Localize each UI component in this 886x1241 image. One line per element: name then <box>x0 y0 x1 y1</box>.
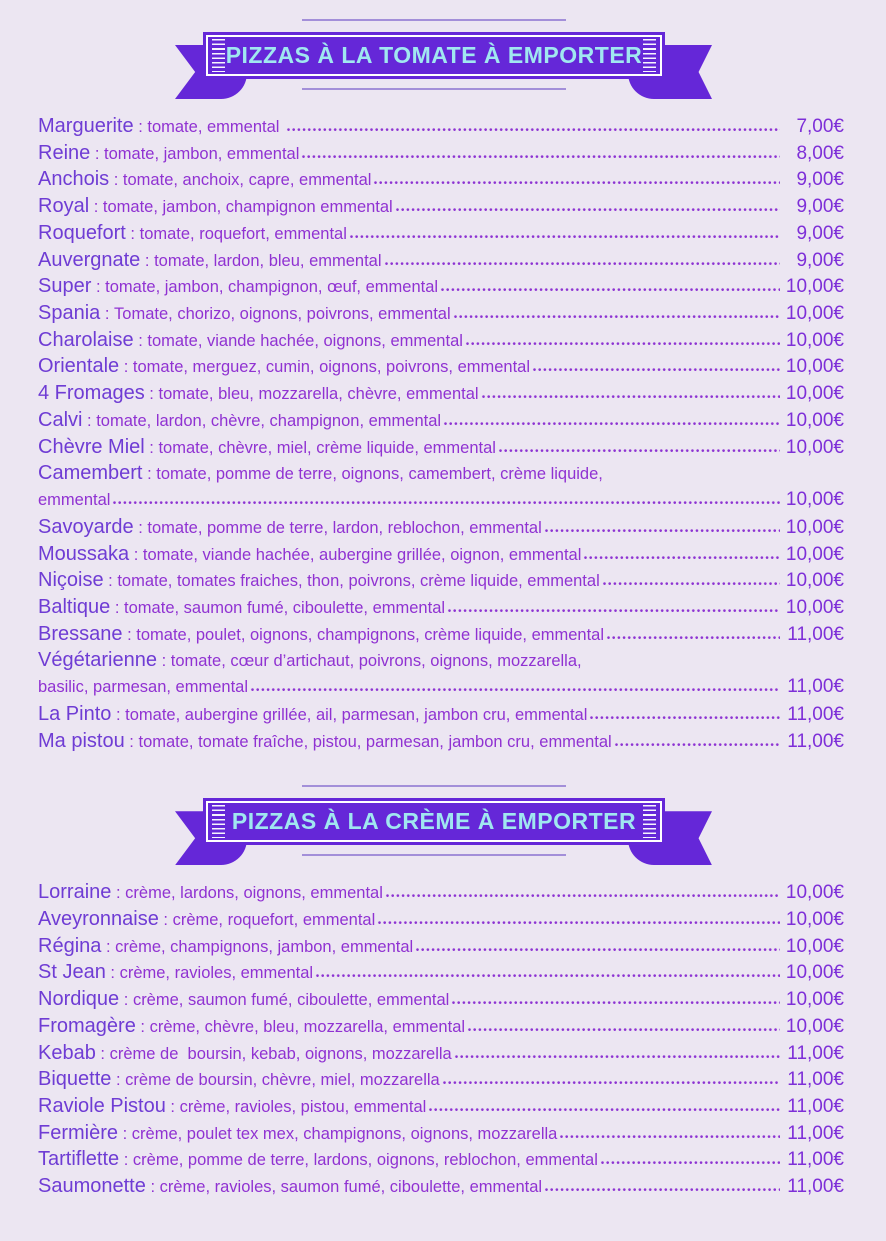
ribbon-center <box>203 798 665 845</box>
item-name: Kebab <box>38 1041 96 1064</box>
item-description: tomate, poulet, oignons, champignons, crème liquide, emmental <box>136 625 605 644</box>
item-separator: : <box>133 331 148 350</box>
item-name: Lorraine <box>38 881 112 904</box>
item-name: Marguerite <box>38 115 134 137</box>
item-description: tomate, pomme de terre, oignons, camembert, crème liquide, <box>156 465 603 484</box>
item-name: Fermière <box>38 1121 119 1144</box>
item-name: Tartiflette <box>38 1148 120 1171</box>
item-name: Végétarienne <box>38 649 157 672</box>
item-description: crème, saumon fumé, ciboulette, emmental <box>132 991 450 1010</box>
dot-leader <box>602 581 780 586</box>
item-separator: : <box>133 118 148 136</box>
item-description: crème, poulet tex mex, champignons, oignons, mozzarella <box>131 1124 558 1143</box>
item-description: tomate, roquefort, emmental <box>139 224 347 243</box>
item-price: 10,00€ <box>785 935 844 957</box>
dot-leader <box>377 920 780 925</box>
item-name: Fromagère <box>38 1014 136 1037</box>
item-description-continued: basilic, parmesan, emmental <box>38 678 249 697</box>
item-price: 10,00€ <box>785 489 844 511</box>
item-name: Moussaka <box>38 542 130 565</box>
menu-item-row <box>38 382 844 409</box>
item-name: Baltique <box>38 595 111 618</box>
item-name: Camembert <box>38 462 143 485</box>
item-separator: : <box>95 1044 110 1063</box>
item-description: crème, ravioles, emmental <box>119 964 314 983</box>
dot-leader <box>544 1187 780 1192</box>
item-description: tomate, merguez, cumin, oignons, poivrons, emmental <box>132 358 531 377</box>
item-name: Roquefort <box>38 221 126 244</box>
dot-leader <box>454 1054 780 1059</box>
item-description: Tomate, chorizo, oignons, poivrons, emmental <box>114 305 451 324</box>
item-price: 10,00€ <box>785 516 844 538</box>
item-price: 11,00€ <box>787 1122 844 1144</box>
dot-leader <box>250 687 780 692</box>
menu-item-row <box>38 115 844 142</box>
menu-item-row <box>38 596 844 623</box>
item-description: crème, ravioles, pistou, emmental <box>179 1098 427 1116</box>
item-separator: : <box>124 732 139 751</box>
item-separator: : <box>111 884 126 903</box>
dot-leader <box>440 287 780 292</box>
item-separator: : <box>118 1124 132 1143</box>
banner-title: PIZZAS À LA TOMATE À EMPORTER <box>225 42 643 68</box>
item-price: 10,00€ <box>785 882 844 904</box>
menu-item-row <box>38 1042 844 1069</box>
item-price: 10,00€ <box>785 303 844 325</box>
item-separator: : <box>90 144 105 163</box>
dot-leader <box>498 448 780 453</box>
item-price: 11,00€ <box>787 703 844 725</box>
item-separator: : <box>158 910 173 929</box>
item-price: 11,00€ <box>787 1069 844 1091</box>
item-price: 10,00€ <box>785 543 844 565</box>
dot-leader <box>286 127 780 132</box>
item-description: crème, roquefort, emmental <box>172 910 376 929</box>
menu-item-row <box>38 1015 844 1042</box>
item-separator: : <box>119 1151 133 1170</box>
menu-item-row <box>38 649 844 676</box>
menu-item-row <box>38 1095 844 1122</box>
item-price: 8,00€ <box>796 142 844 164</box>
item-price: 11,00€ <box>787 1149 844 1171</box>
item-price: 10,00€ <box>785 383 844 405</box>
dot-leader <box>606 635 780 640</box>
menu-item-row <box>38 988 844 1015</box>
item-separator: : <box>110 598 125 617</box>
item-price: 11,00€ <box>787 676 844 698</box>
item-description: tomate, jambon, champignon, œuf, emmental <box>105 278 439 297</box>
item-name: Charolaise <box>38 328 134 351</box>
item-name: Saumonette <box>38 1175 146 1198</box>
item-separator: : <box>100 305 115 324</box>
dot-leader <box>465 341 780 346</box>
item-name: Aveyronnaise <box>38 907 159 930</box>
menu-section <box>0 19 886 756</box>
item-separator: : <box>165 1098 180 1116</box>
item-name: Auvergnate <box>38 248 141 271</box>
separator-line-bottom <box>302 854 566 856</box>
item-name: Reine <box>38 141 91 164</box>
item-separator: : <box>133 518 148 537</box>
item-description: crème, pomme de terre, lardons, oignons, reblochon, emmental <box>132 1151 598 1170</box>
item-description: crème, ravioles, saumon fumé, ciboulette, emmental <box>159 1178 543 1197</box>
item-separator: : <box>105 964 120 983</box>
item-description: crème, chèvre, bleu, mozzarella, emmental <box>149 1017 466 1036</box>
item-separator: : <box>145 1178 160 1197</box>
item-separator: : <box>129 545 143 564</box>
menu-item-row <box>38 489 844 516</box>
menu-item-row <box>38 569 844 596</box>
item-name: 4 Fromages <box>38 382 145 405</box>
menu-section <box>0 785 886 1202</box>
item-description: tomate, tomates fraiches, thon, poivrons, crème liquide, emmental <box>117 572 600 591</box>
dot-leader <box>415 947 780 952</box>
item-separator: : <box>111 705 126 724</box>
item-name: Savoyarde <box>38 515 134 538</box>
item-price: 10,00€ <box>785 989 844 1011</box>
menu-item-row <box>38 1148 844 1175</box>
menu-item-row <box>38 908 844 935</box>
item-price: 10,00€ <box>785 409 844 431</box>
item-price: 10,00€ <box>785 329 844 351</box>
ribbon-fringe-right-icon <box>643 39 656 72</box>
menu-item-row <box>38 329 844 356</box>
ribbon-fringe-left-icon <box>212 805 225 838</box>
item-price: 11,00€ <box>787 730 844 752</box>
separator-line-top <box>302 19 566 21</box>
item-separator: : <box>91 278 106 297</box>
item-name: St Jean <box>38 961 106 984</box>
item-name: Ma pistou <box>38 729 125 752</box>
menu-list <box>0 115 886 756</box>
dot-leader <box>442 1080 780 1085</box>
item-price: 9,00€ <box>796 196 844 218</box>
item-price: 11,00€ <box>787 623 844 645</box>
dot-leader <box>453 314 780 319</box>
menu-item-row <box>38 881 844 908</box>
item-name: Nordique <box>38 988 120 1011</box>
item-name: Super <box>38 275 92 298</box>
menu-item-row <box>38 222 844 249</box>
dot-leader <box>451 1000 780 1005</box>
item-price: 10,00€ <box>785 1015 844 1037</box>
item-description: crème, champignons, jambon, emmental <box>115 937 414 956</box>
item-name: Régina <box>38 934 102 957</box>
item-separator: : <box>140 251 155 270</box>
item-separator: : <box>101 937 116 956</box>
menu-list <box>0 881 886 1202</box>
item-description: tomate, tomate fraîche, pistou, parmesan, jambon cru, emmental <box>138 732 612 751</box>
item-description: crème de boursin, kebab, oignons, mozzarella <box>109 1044 452 1063</box>
dot-leader <box>614 742 780 747</box>
dot-leader <box>589 715 780 720</box>
item-separator: : <box>156 652 171 671</box>
item-separator: : <box>119 991 133 1010</box>
item-description: tomate, pomme de terre, lardon, reblochon, emmental <box>147 518 542 537</box>
menu-item-row <box>38 961 844 988</box>
item-description: tomate, lardon, chèvre, champignon, emmental <box>96 411 442 430</box>
dot-leader <box>559 1134 780 1139</box>
menu-item-row <box>38 142 844 169</box>
menu-item-row <box>38 1122 844 1149</box>
item-description: tomate, viande hachée, aubergine grillée, oignon, emmental <box>142 545 582 564</box>
item-price: 9,00€ <box>796 169 844 191</box>
menu-item-row <box>38 730 844 757</box>
item-separator: : <box>125 224 140 243</box>
item-name: Bressane <box>38 622 123 645</box>
item-price: 9,00€ <box>796 222 844 244</box>
dot-leader <box>385 893 780 898</box>
menu-item-row <box>38 462 844 489</box>
menu-item-row <box>38 302 844 329</box>
menu-item-row <box>38 516 844 543</box>
menu-item-row <box>38 1175 844 1202</box>
dot-leader <box>428 1107 780 1112</box>
menu-item-row <box>38 249 844 276</box>
item-price: 10,00€ <box>785 356 844 378</box>
item-description: tomate, jambon, emmental <box>104 144 300 163</box>
item-description: tomate, cœur d’artichaut, poivrons, oignons, mozzarella, <box>170 652 582 671</box>
item-price: 10,00€ <box>785 962 844 984</box>
dot-leader <box>443 421 780 426</box>
item-description: tomate, lardon, bleu, emmental <box>154 251 382 270</box>
item-description: crème, lardons, oignons, emmental <box>125 884 383 903</box>
dot-leader <box>112 500 780 505</box>
menu-item-row <box>38 275 844 302</box>
ribbon-center <box>203 32 665 79</box>
item-separator: : <box>135 1017 150 1036</box>
dot-leader <box>315 973 780 978</box>
item-name: La Pinto <box>38 702 112 725</box>
item-description-continued: emmental <box>38 491 111 510</box>
item-price: 11,00€ <box>787 1176 844 1198</box>
item-separator: : <box>111 1071 126 1090</box>
section-banner <box>0 785 886 881</box>
menu-item-row <box>38 935 844 962</box>
item-price: 7,00€ <box>796 116 844 137</box>
menu-item-row <box>38 195 844 222</box>
dot-leader <box>301 154 780 159</box>
item-separator: : <box>144 385 159 404</box>
item-description: tomate, emmental <box>147 118 285 136</box>
item-name: Raviole Pistou <box>38 1095 166 1117</box>
item-description: tomate, chèvre, miel, crème liquide, emmental <box>158 438 496 457</box>
item-price: 10,00€ <box>785 570 844 592</box>
item-description: tomate, aubergine grillée, ail, parmesan, jambon cru, emmental <box>125 705 588 724</box>
item-price: 10,00€ <box>785 908 844 930</box>
item-price: 11,00€ <box>787 1096 844 1117</box>
ribbon-fringe-right-icon <box>643 805 656 838</box>
item-separator: : <box>144 438 159 457</box>
dot-leader <box>481 394 780 399</box>
dot-leader <box>349 234 780 239</box>
item-separator: : <box>122 625 137 644</box>
menu-item-row <box>38 1068 844 1095</box>
menu-item-row <box>38 355 844 382</box>
item-separator: : <box>103 572 118 591</box>
item-separator: : <box>142 465 157 484</box>
banner-title: PIZZAS À LA CRÈME À EMPORTER <box>231 808 637 835</box>
separator-line-top <box>302 785 566 787</box>
item-name: Spania <box>38 302 101 325</box>
item-description: tomate, viande hachée, oignons, emmental <box>147 331 463 350</box>
item-separator: : <box>109 171 123 190</box>
dot-leader <box>373 180 780 185</box>
item-name: Calvi <box>38 408 83 431</box>
item-description: crème de boursin, chèvre, miel, mozzarella <box>125 1071 440 1090</box>
menu-item-row <box>38 623 844 650</box>
item-separator: : <box>119 358 133 377</box>
dot-leader <box>600 1160 780 1165</box>
dot-leader <box>384 261 780 266</box>
item-name: Biquette <box>38 1068 112 1091</box>
item-price: 10,00€ <box>785 436 844 458</box>
item-separator: : <box>82 411 97 430</box>
item-name: Anchois <box>38 168 110 191</box>
item-description: tomate, bleu, mozzarella, chèvre, emmental <box>158 385 479 404</box>
separator-line-bottom <box>302 88 566 90</box>
menu-item-row <box>38 703 844 730</box>
section-banner <box>0 19 886 115</box>
dot-leader <box>395 207 780 212</box>
dot-leader <box>467 1027 780 1032</box>
item-name: Niçoise <box>38 569 104 592</box>
ribbon-inner-border <box>206 35 662 76</box>
menu-item-row <box>38 409 844 436</box>
item-name: Royal <box>38 195 90 218</box>
item-description: tomate, anchoix, capre, emmental <box>122 171 372 190</box>
menu-item-row <box>38 676 844 703</box>
item-price: 9,00€ <box>796 249 844 271</box>
ribbon-fringe-left-icon <box>212 39 225 72</box>
item-description: tomate, jambon, champignon emmental <box>102 198 393 217</box>
item-price: 10,00€ <box>785 276 844 298</box>
dot-leader <box>583 555 780 560</box>
menu-item-row <box>38 543 844 570</box>
item-name: Chèvre Miel <box>38 435 145 458</box>
item-price: 10,00€ <box>785 596 844 618</box>
menu-item-row <box>38 168 844 195</box>
menu-item-row <box>38 436 844 463</box>
ribbon-inner-border <box>206 801 662 842</box>
item-name: Orientale <box>38 355 120 378</box>
item-separator: : <box>89 198 103 217</box>
dot-leader <box>532 367 780 372</box>
item-description: tomate, saumon fumé, ciboulette, emmental <box>124 598 446 617</box>
dot-leader <box>544 528 780 533</box>
dot-leader <box>447 608 780 613</box>
item-price: 11,00€ <box>787 1042 844 1064</box>
